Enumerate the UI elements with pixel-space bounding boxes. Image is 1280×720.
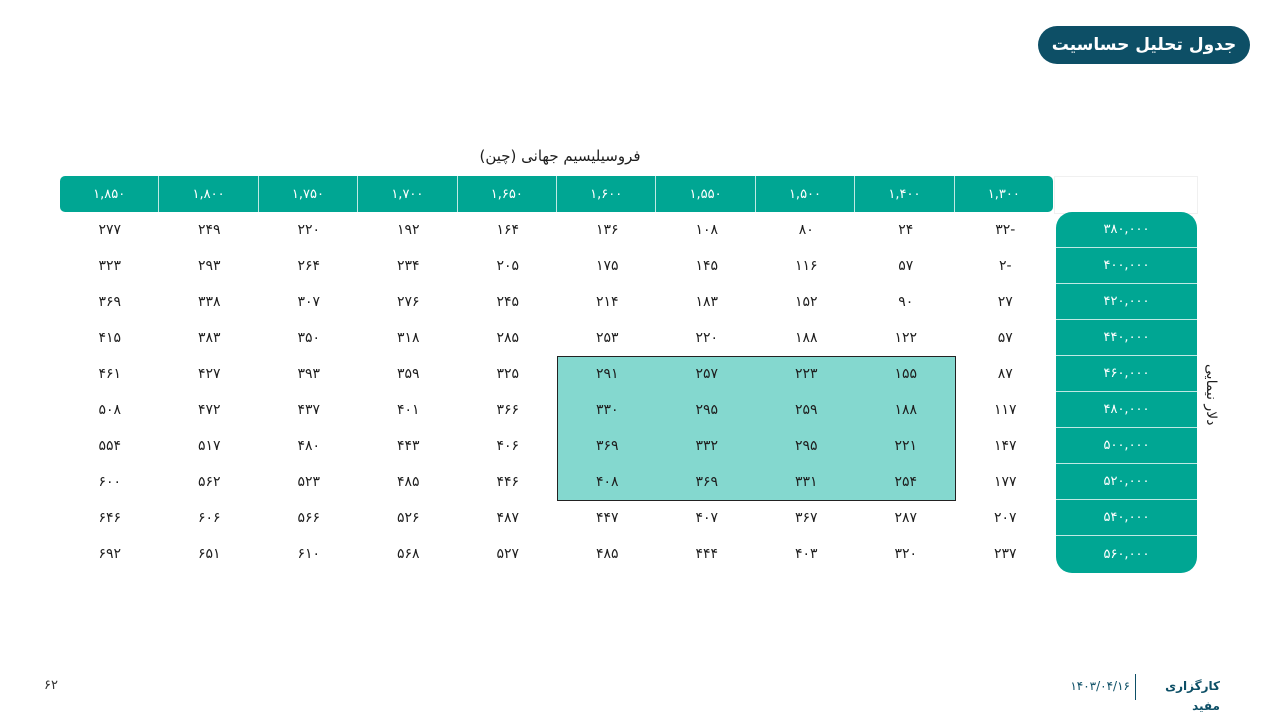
table-cell: ۲۵۳ (595, 330, 619, 346)
table-cell: ۲۰۵ (496, 258, 520, 274)
column-header-cell: ۱,۸۵۰ (93, 186, 126, 202)
row-axis-caption: دلار نیمایی (1203, 364, 1219, 426)
row-header-cell: ۳۸۰,۰۰۰ (1056, 212, 1197, 248)
table-cell: ۳۶۹ (695, 474, 719, 490)
table-cell: ۲۵۷ (695, 366, 719, 382)
table-row (60, 212, 1055, 248)
table-cell: ۲۸۷ (894, 510, 918, 526)
row-header-column (1056, 212, 1197, 573)
table-row (60, 284, 1055, 320)
table-cell: ۱۹۲ (396, 222, 420, 238)
table-cell: ۵۲۳ (297, 474, 321, 490)
table-cell: ۳۳۰ (595, 402, 619, 418)
table-cell: ۲۵۹ (794, 402, 818, 418)
row-header-cell: ۴۸۰,۰۰۰ (1056, 392, 1197, 428)
table-cell: ۵۵۴ (98, 438, 122, 454)
table-cell: -۳۲ (995, 222, 1016, 238)
row-header-cell: ۴۶۰,۰۰۰ (1056, 356, 1197, 392)
table-cell: ۵۲۶ (396, 510, 420, 526)
table-cell: ۳۰۷ (297, 294, 321, 310)
column-header-cell: ۱,۷۵۰ (258, 176, 357, 212)
table-cell: ۹۰ (898, 294, 914, 310)
table-row (60, 536, 1055, 572)
page-number: ۶۲ (44, 678, 58, 693)
table-cell: ۱۷۵ (595, 258, 619, 274)
table-cell: ۳۸۳ (197, 330, 221, 346)
table-cell: ۴۰۷ (695, 510, 719, 526)
table-cell: ۴۸۰ (297, 438, 321, 454)
table-cell: ۱۱۶ (794, 258, 818, 274)
table-cell: ۲۵۴ (894, 474, 918, 490)
table-cell: ۲۹۳ (197, 258, 221, 274)
table-cell: ۲۱۴ (595, 294, 619, 310)
table-cell: ۱۸۸ (794, 330, 818, 346)
table-cell: ۲۲۰ (297, 222, 321, 238)
table-cell: ۴۰۳ (794, 546, 818, 562)
table-cell: ۶۴۶ (98, 510, 122, 526)
column-header-cell: ۱,۵۰۰ (755, 176, 854, 212)
table-cell: ۳۹۳ (297, 366, 321, 382)
table-cell: ۱۴۵ (695, 258, 719, 274)
table-cell: ۱۸۸ (894, 402, 918, 418)
table-cell: ۳۱۸ (396, 330, 420, 346)
table-row (60, 392, 1055, 428)
table-cell: ۵۶۸ (396, 546, 420, 562)
table-cell: ۵۶۶ (297, 510, 321, 526)
table-row (60, 248, 1055, 284)
table-cell: ۲۷۷ (98, 222, 122, 238)
table-row (60, 428, 1055, 464)
table-cell: ۲۲۱ (894, 438, 918, 454)
table-cell: ۶۱۰ (297, 546, 321, 562)
table-cell: ۴۴۶ (496, 474, 520, 490)
column-axis-caption: فروسیلیسیم جهانی (چین) (479, 147, 641, 165)
table-cell: ۵۱۷ (197, 438, 221, 454)
row-header-cell: ۵۲۰,۰۰۰ (1056, 464, 1197, 500)
table-cell: ۳۶۹ (98, 294, 122, 310)
table-row (60, 356, 1055, 392)
table-cell: ۳۶۹ (595, 438, 619, 454)
footer-date: ۱۴۰۳/۰۴/۱۶ (1070, 679, 1130, 693)
table-cell: ۲۳۷ (993, 546, 1017, 562)
table-cell: ۴۴۳ (396, 438, 420, 454)
table-cell: ۱۴۷ (993, 438, 1017, 454)
row-header-cell: ۴۰۰,۰۰۰ (1056, 248, 1197, 284)
table-cell: ۳۲۰ (894, 546, 918, 562)
table-cell: ۶۵۱ (197, 546, 221, 562)
table-cell: ۲۹۱ (595, 366, 619, 382)
column-header-cell: ۱,۷۰۰ (357, 176, 456, 212)
table-cell: ۲۷ (997, 294, 1013, 310)
table-cell: ۲۲۰ (695, 330, 719, 346)
table-cell: ۲۰۷ (993, 510, 1017, 526)
column-header-cell: ۱,۴۰۰ (854, 176, 953, 212)
table-row (60, 500, 1055, 536)
table-cell: ۲۹۵ (794, 438, 818, 454)
sensitivity-table-body (60, 212, 1055, 572)
table-cell: ۲۲۳ (794, 366, 818, 382)
table-corner (1054, 176, 1198, 214)
row-header-cell: ۵۶۰,۰۰۰ (1103, 547, 1150, 562)
table-cell: ۱۳۶ (595, 222, 619, 238)
table-cell: ۳۶۷ (794, 510, 818, 526)
table-cell: ۱۱۷ (993, 402, 1017, 418)
table-cell: ۲۴ (898, 222, 914, 238)
table-cell: ۶۰۶ (197, 510, 221, 526)
table-cell: ۲۴۵ (496, 294, 520, 310)
table-cell: ۴۴۴ (695, 546, 719, 562)
table-cell: ۴۸۵ (595, 546, 619, 562)
table-cell: ۲۶۴ (297, 258, 321, 274)
table-cell: ۶۰۰ (98, 474, 122, 490)
footer-brand: کارگزاری مفید (1165, 679, 1220, 713)
table-cell: ۴۷۲ (197, 402, 221, 418)
row-header-cell: ۵۰۰,۰۰۰ (1056, 428, 1197, 464)
table-cell: ۴۱۵ (98, 330, 122, 346)
table-cell: ۱۰۸ (695, 222, 719, 238)
table-cell: ۴۶۱ (98, 366, 122, 382)
table-cell: ۳۶۶ (496, 402, 520, 418)
table-cell: ۴۸۵ (396, 474, 420, 490)
table-cell: ۴۴۷ (595, 510, 619, 526)
table-cell: ۳۳۱ (794, 474, 818, 490)
row-header-cell: ۴۴۰,۰۰۰ (1056, 320, 1197, 356)
table-cell: ۱۶۴ (496, 222, 520, 238)
table-cell: ۱۲۲ (894, 330, 918, 346)
table-cell: ۲۸۵ (496, 330, 520, 346)
table-cell: ۴۲۷ (197, 366, 221, 382)
table-cell: ۱۵۲ (794, 294, 818, 310)
table-cell: ۳۳۸ (197, 294, 221, 310)
table-cell: ۳۵۰ (297, 330, 321, 346)
table-cell: ۴۰۶ (496, 438, 520, 454)
table-cell: ۵۶۲ (197, 474, 221, 490)
row-header-cell: ۴۲۰,۰۰۰ (1056, 284, 1197, 320)
table-cell: ۸۰ (798, 222, 814, 238)
table-cell: -۲ (998, 258, 1012, 274)
table-row (60, 320, 1055, 356)
column-header-cell: ۱,۶۰۰ (556, 176, 655, 212)
table-cell: ۳۲۵ (496, 366, 520, 382)
table-cell: ۲۷۶ (396, 294, 420, 310)
table-cell: ۵۲۷ (496, 546, 520, 562)
table-cell: ۲۳۴ (396, 258, 420, 274)
column-header-cell: ۱,۶۵۰ (457, 176, 556, 212)
table-cell: ۲۴۹ (197, 222, 221, 238)
table-cell: ۱۷۷ (993, 474, 1017, 490)
table-cell: ۴۰۱ (396, 402, 420, 418)
table-cell: ۳۲۳ (98, 258, 122, 274)
table-cell: ۵۰۸ (98, 402, 122, 418)
column-header-cell: ۱,۸۰۰ (158, 176, 257, 212)
column-header-cell: ۱,۳۰۰ (954, 176, 1053, 212)
table-cell: ۸۷ (997, 366, 1013, 382)
table-cell: ۳۳۲ (695, 438, 719, 454)
table-cell: ۱۸۳ (695, 294, 719, 310)
table-cell: ۱۵۵ (894, 366, 918, 382)
footer-divider (1135, 674, 1136, 700)
table-cell: ۳۵۹ (396, 366, 420, 382)
table-row (60, 464, 1055, 500)
row-header-cell: ۵۴۰,۰۰۰ (1056, 500, 1197, 536)
column-header-row (60, 176, 1053, 212)
column-header-cell: ۱,۵۵۰ (655, 176, 754, 212)
slide-title: جدول تحلیل حساسیت (1038, 26, 1250, 64)
table-cell: ۵۷ (997, 330, 1013, 346)
table-cell: ۶۹۲ (98, 546, 122, 562)
table-cell: ۵۷ (898, 258, 914, 274)
table-cell: ۴۰۸ (595, 474, 619, 490)
table-cell: ۴۸۷ (496, 510, 520, 526)
table-cell: ۲۹۵ (695, 402, 719, 418)
table-cell: ۴۳۷ (297, 402, 321, 418)
